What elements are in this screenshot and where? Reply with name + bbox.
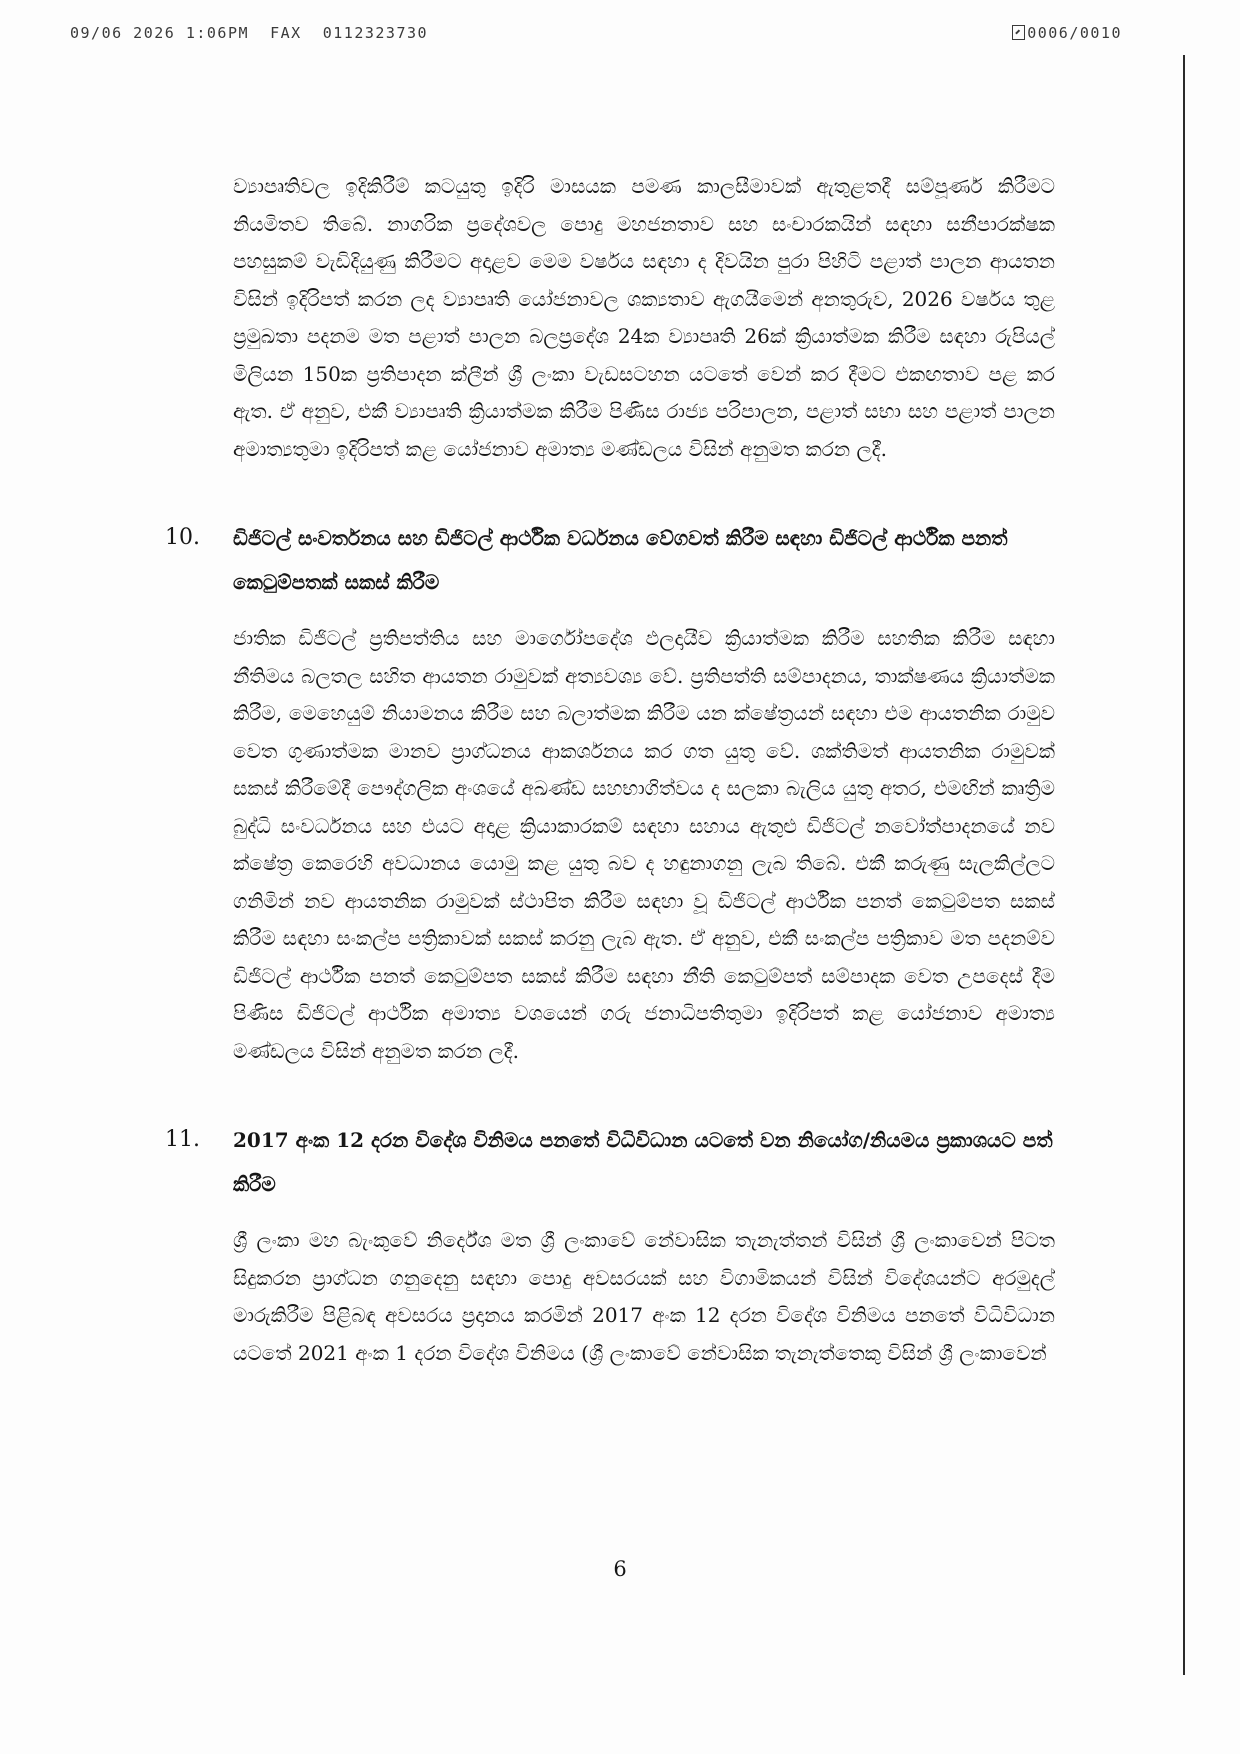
scan-edge-line — [1183, 55, 1185, 1675]
fax-page-count-text: 0006/0010 — [1027, 24, 1122, 42]
item-title: ඩිජිටල් සංවර්තනය සහ ඩිජිටල් ආර්ථික වර්ධනය වේගවත් කිරීම සඳහා ඩිජිටල් ආර්ථික පනත් කෙටුම්පතක් සකස් කිරීම — [233, 526, 1008, 594]
item-number: 11. — [165, 1127, 200, 1152]
decision-item-11 — [165, 1118, 1055, 1372]
page-number: 6 — [613, 1557, 627, 1581]
fax-page-counter — [1012, 24, 1122, 42]
item-title: 2017 අංක 12 දරන විදේශ විනිමය පනතේ විධිවිධාන යටතේ වන නියෝග/නියමය ප්‍රකාශයට පත් කිරීම — [233, 1128, 1053, 1196]
intro-paragraph: ව්‍යාපෘතිවල ඉදිකිරීම් කටයුතු ඉදිරි මාසයක පමණ කාලසීමාවක් ඇතුළතදී සම්පූර්ණ කිරීමට නියමිතව තිබේ. නාගරික ප්‍රදේශවල පොදු මහජනතාව සහ සංචාරකයින් සඳහා සනීපාරක්ෂක පහසුකම් වැඩිදියුණු කිරීමට අදාළව මෙම වර්ෂය සඳහා ද දිවයින පුරා පිහිටි පළාත් පාලන ආයතන විසින් ඉදිරිපත් කරන ලද ව්‍යාපෘති යෝජනාවල ශක්‍යතාව ඇගයීමෙන් අනතුරුව, 2026 වර්ෂය තුළ ප්‍රමුඛතා පදනම මත පළාත් පාලන බලප්‍රදේශ 24ක ව්‍යාපෘති 26ක් ක්‍රියාත්මක කිරීම සඳහා රුපියල් මිලියන 150ක ප්‍රතිපාදන ක්ලීන් ශ්‍රී ලංකා වැඩසටහන යටතේ වෙන් කර දීමට එකඟතාව පළ කර ඇත. ඒ අනුව, එකී ව්‍යාපෘති ක්‍රියාත්මක කිරීම පිණිස රාජ්‍ය පරිපාලන, පළාත් සභා සහ පළාත් පාලන අමාත්‍යතුමා ඉදිරිපත් කළ යෝජනාව අමාත්‍ය මණ්ඩලය විසින් අනුමත කරන ලදී. — [233, 174, 1055, 461]
document-body — [165, 168, 1055, 1372]
item-body: ශ්‍රී ලංකා මහ බැංකුවේ නිර්දේශ මත ශ්‍රී ලංකාවේ නේවාසික තැනැත්තන් විසින් ශ්‍රී ලංකාවෙන් පිටත සිදුකරන ප්‍රාග්ධන ගනුදෙනු සඳහා පොදු අවසරයක් සහ විගාමිකයන් විසින් විදේශයන්ට අරමුදල් මාරුකිරීම පිළිබඳ අවසරය ප්‍රදානය කරමින් 2017 අංක 12 දරන විදේශ විනිමය පනතේ විධිවිධාන යටතේ 2021 අංක 1 දරන විදේශ විනිමය (ශ්‍රී ලංකාවේ නේවාසික තැනැත්තෙකු විසින් ශ්‍රී ලංකාවෙන් — [233, 1228, 1055, 1365]
item-body: ජාතික ඩිජිටල් ප්‍රතිපත්තිය සහ මාර්ගෝපදේශ ඵලදායීව ක්‍රියාත්මක කිරීම සහතික කිරීම සඳහා නීතිමය බලතල සහිත ආයතන රාමුවක් අත්‍යවශ්‍ය වේ. ප්‍රතිපත්ති සම්පාදනය, තාක්ෂණය ක්‍රියාත්මක කිරීම, මෙහෙයුම් නියාමනය කිරීම සහ බලාත්මක කිරීම යන ක්ෂේත්‍රයන් සඳහා එම ආයතනික රාමුව වෙත ගුණාත්මක මානව ප්‍රාග්ධනය ආකර්ශනය කර ගත යුතු වේ. ශක්තිමත් ආයතනික රාමුවක් සකස් කිරීමේදී පෞද්ගලික අංශයේ අඛණ්ඩ සහභාගිත්වය ද සලකා බැලිය යුතු අතර, එමඟින් කෘත්‍රිම බුද්ධි සංවර්ධනය සහ එයට අදාළ ක්‍රියාකාරකම් සඳහා සහාය ඇතුළු ඩිජිටල් නවෝත්පාදනයේ නව ක්ෂේත්‍ර කෙරෙහි අවධානය යොමු කළ යුතු බව ද හඳුනාගනු ලැබ තිබේ. එකී කරුණු සැලකිල්ලට ගනිමින් නව ආයතනික රාමුවක් ස්ථාපිත කිරීම සඳහා වූ ඩිජිටල් ආර්ථික පනත් කෙටුම්පත සකස් කිරීම සඳහා සංකල්ප පත්‍රිකාවක් සකස් කරනු ලැබ ඇත. ඒ අනුව, එකී සංකල්ප පත්‍රිකාව මත පදනම්ව ඩිජිටල් ආර්ථික පනත් කෙටුම්පත සකස් කිරීම සඳහා නීති කෙටුම්පත් සම්පාදක වෙත උපදෙස් දීම පිණිස ඩිජිටල් ආර්ථික අමාත්‍ය වශයෙන් ගරු ජනාධිපතිතුමා ඉදිරිපත් කළ යෝජනාව අමාත්‍ය මණ්ඩලය විසින් අනුමත කරන ලදී. — [233, 626, 1055, 1063]
fax-transmission-info: 09/06 2026 1:06PM FAX 0112323730 — [70, 24, 429, 42]
decision-item-10 — [165, 516, 1055, 1070]
item-number: 10. — [165, 525, 200, 550]
fax-page-box-icon — [1012, 25, 1025, 40]
